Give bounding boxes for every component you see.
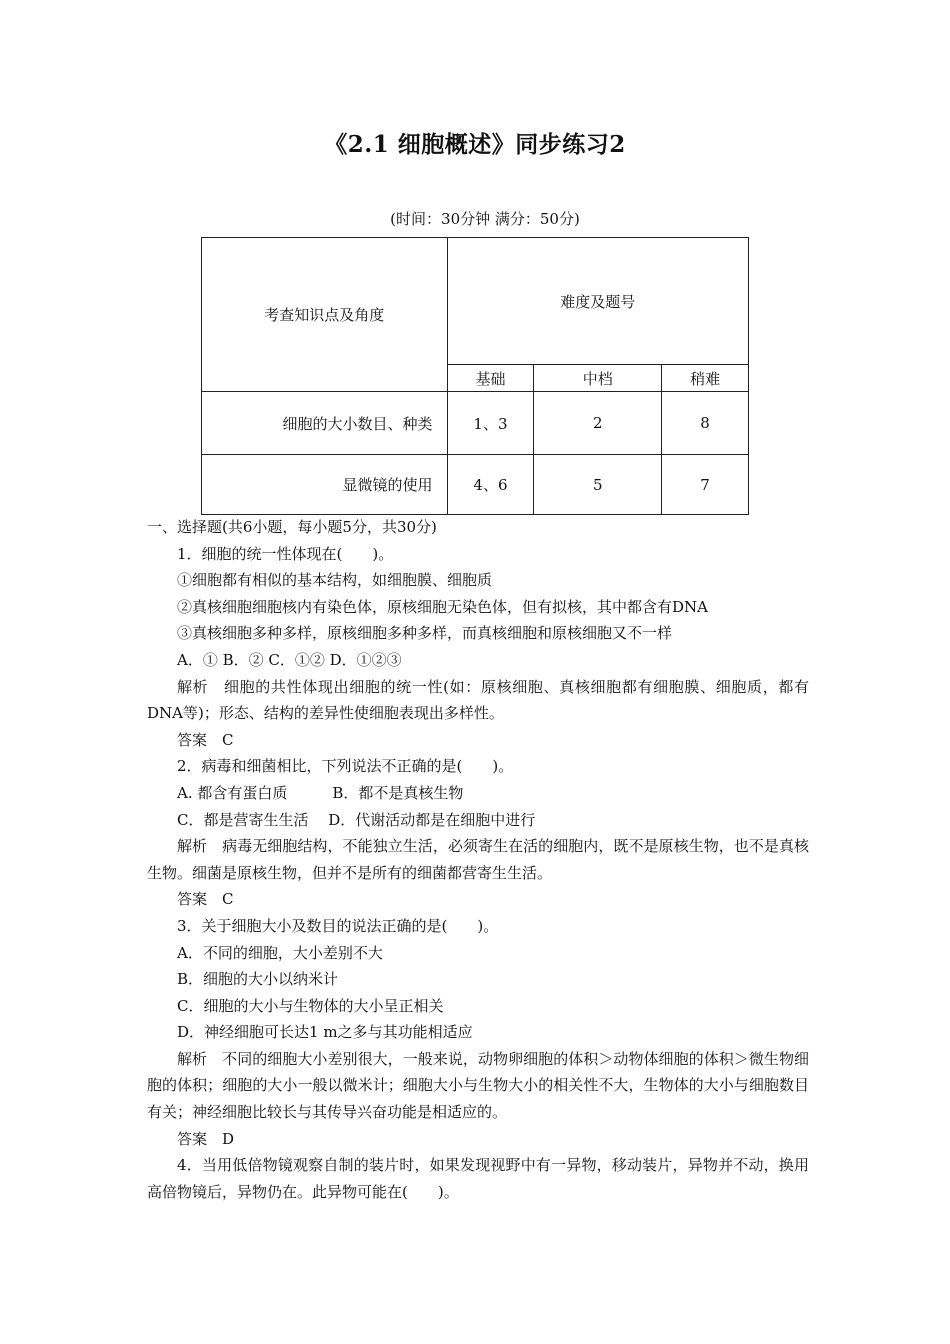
question-1-stem: 1．细胞的统一性体现在( )。 bbox=[177, 544, 394, 563]
row-basic: 1、3 bbox=[447, 392, 534, 455]
question-2-analysis: 解析 病毒无细胞结构，不能独立生活，必须寄生在活的细胞内，既不是原核生物，也不是真核生物。细菌是原核生物，但并不是所有的细菌都营寄生生活。 bbox=[147, 837, 809, 882]
table-corner-header: 考查知识点及角度 bbox=[202, 238, 448, 392]
row-basic: 4、6 bbox=[447, 455, 534, 515]
question-3-stem: 3．关于细胞大小及数目的说法正确的是( )。 bbox=[177, 916, 499, 935]
question-1-analysis: 解析 细胞的共性体现出细胞的统一性(如：原核细胞、真核细胞都有细胞膜、细胞质，都有DNA等)；形态、结构的差异性使细胞表现出多样性。 bbox=[147, 677, 809, 723]
question-3-analysis: 解析 不同的细胞大小差别很大，一般来说，动物卵细胞的体积＞动物体细胞的体积＞微生物细胞的体积；细胞的大小一般以微米计；细胞大小与生物大小的相关性不大，生物体的大小与细胞数目有关；神经细胞比较长与其传导兴奋功能是相适应的。 bbox=[147, 1049, 809, 1122]
question-3-answer: 答案 D bbox=[177, 1129, 235, 1148]
question-1-statement-1: ①细胞都有相似的基本结构，如细胞膜、细胞质 bbox=[177, 571, 493, 590]
question-3-option-d: D．神经细胞可长达1 m之多与其功能相适应 bbox=[177, 1023, 473, 1042]
question-1-statement-3: ③真核细胞多种多样，原核细胞多种多样，而真核细胞和原核细胞又不一样 bbox=[177, 624, 673, 643]
question-2-answer: 答案 C bbox=[177, 890, 234, 909]
knowledge-difficulty-table bbox=[201, 237, 749, 515]
question-2-options-cd: C．都是营寄生生活 D．代谢活动都是在细胞中进行 bbox=[177, 810, 536, 829]
question-2-stem: 2．病毒和细菌相比，下列说法不正确的是( )。 bbox=[177, 757, 514, 776]
section-heading: 一、选择题(共6小题，每小题5分，共30分) bbox=[147, 518, 437, 536]
level-medium: 中档 bbox=[534, 365, 662, 392]
question-3-option-a: A．不同的细胞，大小差别不大 bbox=[177, 943, 383, 962]
question-4-stem: 4．当用低倍物镜观察自制的装片时，如果发现视野中有一异物，移动装片，异物并不动，换用高倍物镜后，异物仍在。此异物可能在( )。 bbox=[147, 1156, 809, 1201]
question-body bbox=[147, 514, 809, 1205]
row-hard: 8 bbox=[662, 392, 749, 455]
level-hard: 稍难 bbox=[662, 365, 749, 392]
row-topic: 细胞的大小数目、种类 bbox=[202, 392, 448, 455]
row-topic: 显微镜的使用 bbox=[202, 455, 448, 515]
page-title: 《2.1 细胞概述》同步练习2 bbox=[324, 131, 626, 158]
row-hard: 7 bbox=[662, 455, 749, 515]
level-basic: 基础 bbox=[447, 365, 534, 392]
question-1-answer: 答案 C bbox=[177, 730, 234, 749]
table-row bbox=[202, 455, 749, 515]
question-1-statement-2: ②真核细胞细胞核内有染色体，原核细胞无染色体，但有拟核，其中都含有DNA bbox=[177, 597, 708, 616]
question-3-option-c: C．细胞的大小与生物体的大小呈正相关 bbox=[177, 996, 444, 1015]
question-1-options: A．① B．② C．①② D．①②③ bbox=[177, 650, 402, 669]
time-score-info: (时间：30分钟 满分：50分) bbox=[390, 210, 580, 228]
row-medium: 5 bbox=[534, 455, 662, 515]
difficulty-header: 难度及题号 bbox=[447, 238, 748, 365]
question-3-option-b: B．细胞的大小以纳米计 bbox=[177, 970, 339, 989]
question-2-options-ab: A. 都含有蛋白质 B．都不是真核生物 bbox=[177, 783, 464, 802]
table-row bbox=[202, 392, 749, 455]
row-medium: 2 bbox=[534, 392, 662, 455]
